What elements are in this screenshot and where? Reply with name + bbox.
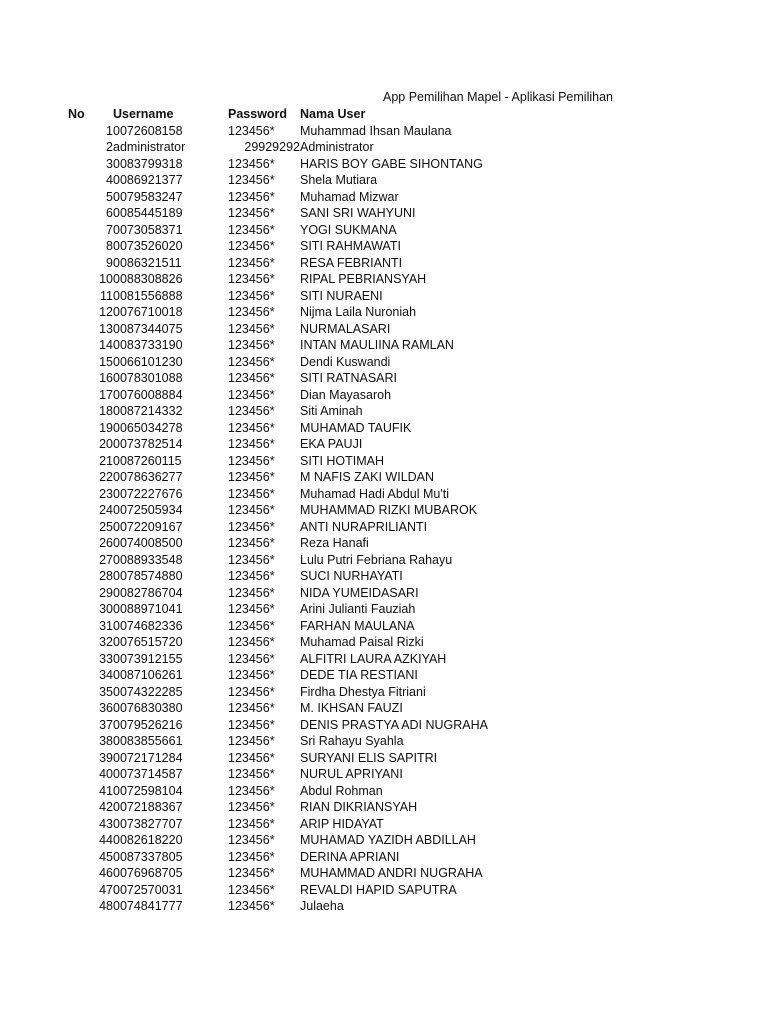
table-row (68, 717, 540, 734)
row-number: 26 (99, 536, 113, 550)
row-username: 0078636277 (113, 470, 183, 484)
row-name: ARIP HIDAYAT (300, 816, 384, 831)
row-number: 35 (99, 684, 113, 699)
row-name: Nijma Laila Nuroniah (300, 305, 417, 319)
row-name: DEDE TIA RESTIANI (300, 668, 418, 682)
table-row (68, 799, 540, 816)
table-row (68, 750, 540, 767)
row-username: 0073782514 (113, 437, 183, 451)
row-name: MUHAMAD YAZIDH ABDILLAH (300, 833, 476, 847)
row-number: 39 (99, 750, 113, 765)
row-password: 123456* (228, 833, 275, 847)
row-password: 123456* (228, 387, 275, 402)
row-number: 6 (106, 206, 113, 220)
row-number: 27 (99, 552, 113, 567)
row-password: 123456* (228, 585, 275, 600)
row-name: REVALDI HAPID SAPUTRA (300, 882, 457, 897)
row-number: 5 (106, 189, 113, 204)
row-name: DERINA APRIANI (300, 849, 400, 864)
table-row (68, 651, 540, 668)
row-number: 29 (99, 585, 113, 600)
table-row (68, 205, 540, 222)
row-name: RIAN DIKRIANSYAH (300, 800, 418, 814)
row-username: 0074841777 (113, 899, 183, 913)
row-number: 45 (99, 849, 113, 864)
row-username: 0082618220 (113, 833, 183, 847)
row-number: 33 (99, 651, 113, 666)
row-name: INTAN MAULIINA RAMLAN (300, 338, 454, 352)
row-password: 123456* (228, 503, 275, 517)
row-number: 1 (106, 123, 113, 138)
row-username: 0087260115 (113, 453, 182, 468)
row-name: FARHAN MAULANA (300, 618, 415, 633)
row-number: 15 (99, 354, 113, 369)
row-password: 123456* (228, 569, 275, 583)
table-row (68, 156, 540, 173)
row-name: SITI RATNASARI (300, 371, 398, 385)
row-password: 123456* (228, 354, 275, 369)
row-username: 0074008500 (113, 536, 183, 550)
row-username: 0081556888 (113, 288, 183, 303)
row-number: 16 (99, 371, 113, 385)
row-password: 123456* (228, 668, 275, 682)
row-number: 20 (99, 437, 113, 451)
row-number: 17 (99, 387, 113, 402)
row-password: 123456* (228, 767, 275, 781)
row-number: 4 (106, 173, 113, 187)
row-password: 123456* (228, 519, 275, 534)
row-number: 32 (99, 635, 113, 649)
table-row (68, 469, 540, 486)
row-username: administrator (113, 140, 186, 154)
row-username: 0082786704 (113, 585, 183, 600)
row-name: Lulu Putri Febriana Rahayu (300, 552, 453, 567)
row-name: NURMALASARI (300, 321, 391, 336)
table-row (68, 502, 540, 519)
row-password: 123456* (228, 618, 275, 633)
row-username: 0076008884 (113, 387, 183, 402)
table-row (68, 816, 540, 833)
table-row (68, 436, 540, 453)
table-row (68, 552, 540, 569)
row-username: 0076830380 (113, 701, 183, 715)
table-row (68, 766, 540, 783)
row-username: 0073714587 (113, 767, 183, 781)
row-name: SURYANI ELIS SAPITRI (300, 750, 438, 765)
row-password: 123456* (228, 635, 275, 649)
row-name: EKA PAUJI (300, 437, 363, 451)
row-username: 0076968705 (113, 866, 183, 880)
row-name: ALFITRI LAURA AZKIYAH (300, 651, 447, 666)
row-username: 0078574880 (113, 569, 183, 583)
row-name: Dendi Kuswandi (300, 354, 391, 369)
row-name: DENIS PRASTYA ADI NUGRAHA (300, 717, 489, 732)
row-password: 123456* (228, 552, 275, 567)
row-username: 0073058371 (113, 222, 183, 237)
row-username: 0088971041 (113, 602, 183, 616)
table-row (68, 568, 540, 585)
column-header-no: No (68, 107, 85, 121)
row-username: 0073827707 (113, 816, 183, 831)
row-name: ANTI NURAPRILIANTI (300, 519, 428, 534)
row-number: 14 (99, 338, 113, 352)
row-name: Muhamad Paisal Rizki (300, 635, 424, 649)
row-name: RIPAL PEBRIANSYAH (300, 272, 427, 286)
table-row (68, 486, 540, 503)
table-row (68, 882, 540, 899)
table-row (68, 684, 540, 701)
row-name: Muhamad Hadi Abdul Mu'ti (300, 486, 449, 501)
row-password: 123456* (228, 486, 275, 501)
table-row (68, 783, 540, 800)
row-username: 0083733190 (113, 338, 183, 352)
row-username: 0085445189 (113, 206, 183, 220)
row-number: 22 (99, 470, 113, 484)
row-number: 10 (99, 272, 113, 286)
row-number: 47 (99, 882, 113, 897)
table-row (68, 222, 540, 239)
row-number: 48 (99, 899, 113, 913)
row-password: 123456* (228, 651, 275, 666)
row-username: 0087337805 (113, 849, 183, 864)
row-username: 0072209167 (113, 519, 183, 534)
row-name: SANI SRI WAHYUNI (300, 206, 416, 220)
row-password: 29929292 (244, 140, 300, 154)
row-number: 43 (99, 816, 113, 831)
row-password: 123456* (228, 453, 275, 468)
row-username: 0088308826 (113, 272, 183, 286)
user-table (68, 106, 540, 915)
row-password: 123456* (228, 437, 275, 451)
row-password: 123456* (228, 849, 275, 864)
row-username: 0072171284 (113, 750, 183, 765)
row-number: 8 (106, 239, 113, 253)
table-row (68, 733, 540, 750)
table-row (68, 849, 540, 866)
table-row (68, 601, 540, 618)
row-username: 0086921377 (113, 173, 183, 187)
table-row (68, 238, 540, 255)
row-name: NIDA YUMEIDASARI (300, 585, 419, 600)
row-username: 0079583247 (113, 189, 183, 204)
table-row (68, 403, 540, 420)
row-password: 123456* (228, 206, 275, 220)
row-name: Julaeha (300, 899, 344, 913)
row-password: 123456* (228, 222, 275, 237)
row-password: 123456* (228, 882, 275, 897)
row-username: 0078301088 (113, 371, 183, 385)
table-row (68, 667, 540, 684)
row-number: 31 (99, 618, 113, 633)
row-username: 0087344075 (113, 321, 183, 336)
row-password: 123456* (228, 173, 275, 187)
row-number: 44 (99, 833, 113, 847)
table-row (68, 139, 540, 156)
row-username: 0072188367 (113, 800, 183, 814)
column-header-name: Nama User (300, 107, 366, 121)
row-number: 19 (99, 420, 113, 435)
row-password: 123456* (228, 750, 275, 765)
row-password: 123456* (228, 420, 275, 435)
table-header-row (68, 106, 540, 123)
row-name: Sri Rahayu Syahla (300, 734, 404, 748)
row-number: 36 (99, 701, 113, 715)
row-password: 123456* (228, 239, 275, 253)
table-row (68, 832, 540, 849)
table-row (68, 189, 540, 206)
row-name: Shela Mutiara (300, 173, 378, 187)
table-row (68, 898, 540, 915)
row-username: 0076515720 (113, 635, 183, 649)
table-row (68, 865, 540, 882)
table-row (68, 634, 540, 651)
row-number: 9 (106, 255, 113, 270)
row-number: 34 (99, 668, 113, 682)
row-password: 123456* (228, 404, 275, 418)
row-number: 23 (99, 486, 113, 501)
row-password: 123456* (228, 602, 275, 616)
row-name: YOGI SUKMANA (300, 222, 397, 237)
row-password: 123456* (228, 816, 275, 831)
row-username: 0072608158 (113, 123, 183, 138)
row-username: 0079526216 (113, 717, 183, 732)
row-username: 0083799318 (113, 156, 183, 171)
table-row (68, 519, 540, 536)
table-row (68, 123, 540, 140)
table-row (68, 370, 540, 387)
row-username: 0086321511 (113, 255, 182, 270)
row-password: 123456* (228, 717, 275, 732)
row-password: 123456* (228, 272, 275, 286)
row-username: 0065034278 (113, 420, 183, 435)
row-name: Siti Aminah (300, 404, 363, 418)
row-password: 123456* (228, 123, 275, 138)
row-name: Muhamad Mizwar (300, 189, 399, 204)
row-number: 30 (99, 602, 113, 616)
table-row (68, 585, 540, 602)
table-row (68, 255, 540, 272)
row-number: 25 (99, 519, 113, 534)
row-username: 0083855661 (113, 734, 183, 748)
table-row (68, 354, 540, 371)
table-row (68, 618, 540, 635)
row-number: 37 (99, 717, 113, 732)
row-username: 0074682336 (113, 618, 183, 633)
table-row (68, 304, 540, 321)
row-password: 123456* (228, 255, 275, 270)
row-number: 40 (99, 767, 113, 781)
row-number: 28 (99, 569, 113, 583)
row-name: NURUL APRIYANI (300, 767, 403, 781)
row-number: 21 (99, 453, 113, 468)
row-password: 123456* (228, 734, 275, 748)
row-password: 123456* (228, 338, 275, 352)
row-username: 0076710018 (113, 305, 183, 319)
row-username: 0072505934 (113, 503, 183, 517)
row-number: 13 (99, 321, 113, 336)
row-name: Administrator (300, 140, 374, 154)
table-row (68, 453, 540, 470)
row-name: M NAFIS ZAKI WILDAN (300, 470, 435, 484)
row-name: M. IKHSAN FAUZI (300, 701, 403, 715)
table-row (68, 321, 540, 338)
row-password: 123456* (228, 684, 275, 699)
row-username: 0087214332 (113, 404, 183, 418)
row-name: Reza Hanafi (300, 536, 369, 550)
row-number: 42 (99, 800, 113, 814)
row-name: SUCI NURHAYATI (300, 569, 403, 583)
row-name: MUHAMMAD ANDRI NUGRAHA (300, 866, 483, 880)
row-password: 123456* (228, 899, 275, 913)
table-row (68, 420, 540, 437)
row-number: 11 (100, 288, 113, 303)
column-header-password: Password (228, 107, 288, 121)
row-password: 123456* (228, 321, 275, 336)
row-password: 123456* (228, 371, 275, 385)
row-number: 46 (99, 866, 113, 880)
row-name: Muhammad Ihsan Maulana (300, 123, 452, 138)
table-row (68, 535, 540, 552)
row-number: 38 (99, 734, 113, 748)
row-name: Arini Julianti Fauziah (300, 602, 416, 616)
table-row (68, 271, 540, 288)
table-row (68, 288, 540, 305)
table-body (68, 123, 540, 915)
row-username: 0073912155 (113, 651, 183, 666)
row-username: 0087106261 (113, 668, 183, 682)
row-name: SITI NURAENI (300, 288, 383, 303)
column-header-username: Username (113, 107, 174, 121)
row-number: 3 (106, 156, 113, 171)
row-name: MUHAMMAD RIZKI MUBAROK (300, 503, 478, 517)
row-password: 123456* (228, 536, 275, 550)
row-password: 123456* (228, 156, 275, 171)
row-password: 123456* (228, 701, 275, 715)
row-name: HARIS BOY GABE SIHONTANG (300, 156, 483, 171)
row-name: SITI HOTIMAH (300, 453, 385, 468)
row-password: 123456* (228, 470, 275, 484)
row-username: 0072227676 (113, 486, 183, 501)
row-username: 0073526020 (113, 239, 183, 253)
table-row (68, 387, 540, 404)
row-number: 18 (99, 404, 113, 418)
row-number: 2 (106, 140, 113, 154)
row-name: Abdul Rohman (300, 783, 383, 798)
table-row (68, 700, 540, 717)
page-title: App Pemilihan Mapel - Aplikasi Pemilihan (383, 90, 613, 104)
row-password: 123456* (228, 189, 275, 204)
row-username: 0088933548 (113, 552, 183, 567)
row-name: RESA FEBRIANTI (300, 255, 403, 270)
table-row (68, 172, 540, 189)
row-username: 0066101230 (113, 354, 183, 369)
row-number: 24 (99, 503, 113, 517)
row-password: 123456* (228, 288, 275, 303)
row-name: Firdha Dhestya Fitriani (300, 684, 426, 699)
row-password: 123456* (228, 305, 275, 319)
row-number: 12 (99, 305, 113, 319)
row-password: 123456* (228, 800, 275, 814)
row-name: Dian Mayasaroh (300, 387, 392, 402)
table-row (68, 337, 540, 354)
row-number: 41 (99, 783, 113, 798)
row-name: SITI RAHMAWATI (300, 239, 401, 253)
row-password: 123456* (228, 866, 275, 880)
row-number: 7 (106, 222, 113, 237)
row-username: 0074322285 (113, 684, 183, 699)
row-username: 0072598104 (113, 783, 183, 798)
row-name: MUHAMAD TAUFIK (300, 420, 412, 435)
row-username: 0072570031 (113, 882, 183, 897)
row-password: 123456* (228, 783, 275, 798)
